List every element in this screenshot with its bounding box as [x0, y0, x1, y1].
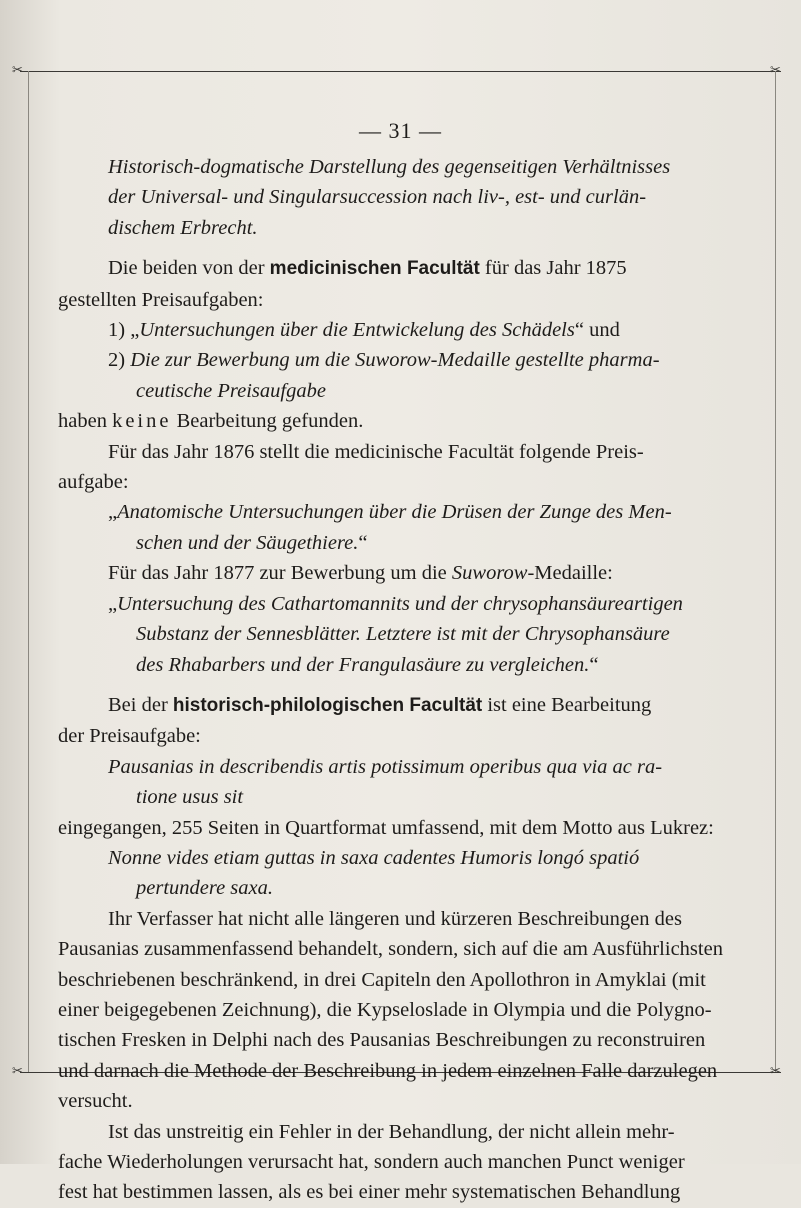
paragraph-line: Für das Jahr 1876 stellt die medicinische Facultät folgende Preis-: [108, 440, 644, 463]
list-item-continuation: ceutische Preisaufgabe: [136, 379, 326, 402]
latin-topic: tione usus sit: [136, 786, 244, 809]
quote-mark: „: [108, 592, 118, 615]
quoted-topic: [58, 497, 748, 527]
text-span: Bei der: [108, 693, 173, 716]
list-item: [58, 315, 748, 345]
quoted-topic: [58, 650, 748, 680]
paragraph-line: der Preisaufgabe:: [58, 725, 201, 748]
heading-line: dischem Erbrecht.: [108, 216, 258, 239]
text-span: für das Jahr 1875: [479, 257, 627, 280]
text-span: -Medaille:: [527, 562, 613, 585]
paragraph-line: Ist das unstreitig ein Fehler in der Behandlung, der nicht allein mehr-: [108, 1120, 675, 1143]
scissors-icon: ✂: [770, 1063, 781, 1078]
scissors-icon: ✂: [12, 62, 23, 77]
item-title: Die zur Bewerbung um die Suworow-Medaille gestellte pharma-: [130, 349, 660, 372]
faculty-name: historisch-philologischen Facultät: [172, 694, 483, 716]
topic-text: des Rhabarbers und der Frangulasäure zu vergleichen.: [136, 653, 590, 676]
paragraph-line: [58, 253, 748, 284]
motto: pertundere saxa.: [136, 877, 274, 900]
paragraph-line: versucht.: [58, 1090, 133, 1113]
heading-line: Historisch-dogmatische Darstellung des gegenseitigen Verhältnisses: [108, 156, 671, 178]
quoted-topic: [58, 528, 748, 558]
emphasis: keine: [112, 410, 172, 433]
right-margin-line: [775, 71, 776, 1072]
top-cut-line: [20, 71, 781, 72]
page-number: — 31 —: [359, 118, 442, 143]
paragraph-line: eingegangen, 255 Seiten in Quartformat umfassend, mit dem Motto aus Lukrez:: [58, 816, 714, 839]
topic-text: Anatomische Untersuchungen über die Drüsen der Zunge des Men-: [117, 501, 672, 524]
emphasis: Suworow: [451, 562, 528, 585]
paragraph-line: beschriebenen beschränkend, in drei Capiteln den Apollothron in Amyklai (mit: [58, 968, 706, 991]
heading-line: der Universal- und Singularsuccession nach liv-, est- und curlän-: [108, 186, 647, 209]
topic-text: schen und der Säugethiere.: [136, 531, 359, 554]
faculty-name: medicinischen Facultät: [269, 258, 480, 280]
text-span: Bearbeitung gefunden.: [171, 410, 364, 433]
motto: Nonne vides etiam guttas in saxa cadentes Humoris longó spatió: [108, 846, 640, 869]
quote-mark: “: [589, 653, 599, 676]
quoted-topic: [58, 589, 748, 619]
paragraph-line: einer beigegebenen Zeichnung), die Kypseloslade in Olympia und die Polygno-: [58, 998, 712, 1021]
text-span: haben: [58, 410, 113, 433]
text-span: ist eine Bearbeitung: [482, 693, 652, 716]
paragraph-line: und darnach die Methode der Beschreibung in jedem einzelnen Falle darzulegen: [58, 1059, 718, 1082]
list-number: 1): [108, 319, 126, 342]
latin-topic: Pausanias in describendis artis potissimum operibus qua via ac ra-: [108, 755, 663, 778]
paragraph-line: fache Wiederholungen verursacht hat, sondern auch manchen Punct weniger: [58, 1151, 685, 1173]
topic-text: Untersuchung des Cathartomannits und der chrysophansäureartigen: [117, 592, 683, 615]
page-text: [58, 152, 748, 1208]
paragraph-line: [58, 690, 748, 721]
scissors-icon: ✂: [12, 1063, 23, 1078]
paragraph-line: Pausanias zusammenfassend behandelt, sondern, sich auf die am Ausführlichsten: [58, 938, 723, 961]
text-span: Für das Jahr 1877 zur Bewerbung um die: [108, 562, 452, 585]
text-span: “ und: [574, 319, 620, 342]
list-item: [58, 345, 748, 375]
quote-mark: „: [130, 319, 140, 342]
paragraph-line: [58, 406, 748, 436]
paragraph-line: gestellten Preisaufgaben:: [58, 288, 264, 311]
text-span: Die beiden von der: [108, 257, 270, 280]
paragraph-line: tischen Fresken in Delphi nach des Pausanias Beschreibungen zu reconstruiren: [58, 1029, 706, 1052]
paragraph-line: fest hat bestimmen lassen, als es bei einer mehr systematischen Behandlung: [58, 1181, 681, 1204]
scissors-icon: ✂: [770, 62, 781, 77]
paragraph-line: [58, 558, 748, 588]
quote-mark: „: [108, 501, 118, 524]
quoted-topic: Substanz der Sennesblätter. Letztere ist mit der Chrysophansäure: [136, 623, 670, 646]
list-number: 2): [108, 349, 126, 372]
quote-mark: “: [358, 531, 368, 554]
left-margin-line: [28, 71, 29, 1072]
item-title: Untersuchungen über die Entwickelung des Schädels: [139, 319, 575, 342]
paragraph-line: aufgabe:: [58, 471, 129, 494]
paragraph-line: Ihr Verfasser hat nicht alle längeren und kürzeren Beschreibungen des: [108, 907, 682, 930]
